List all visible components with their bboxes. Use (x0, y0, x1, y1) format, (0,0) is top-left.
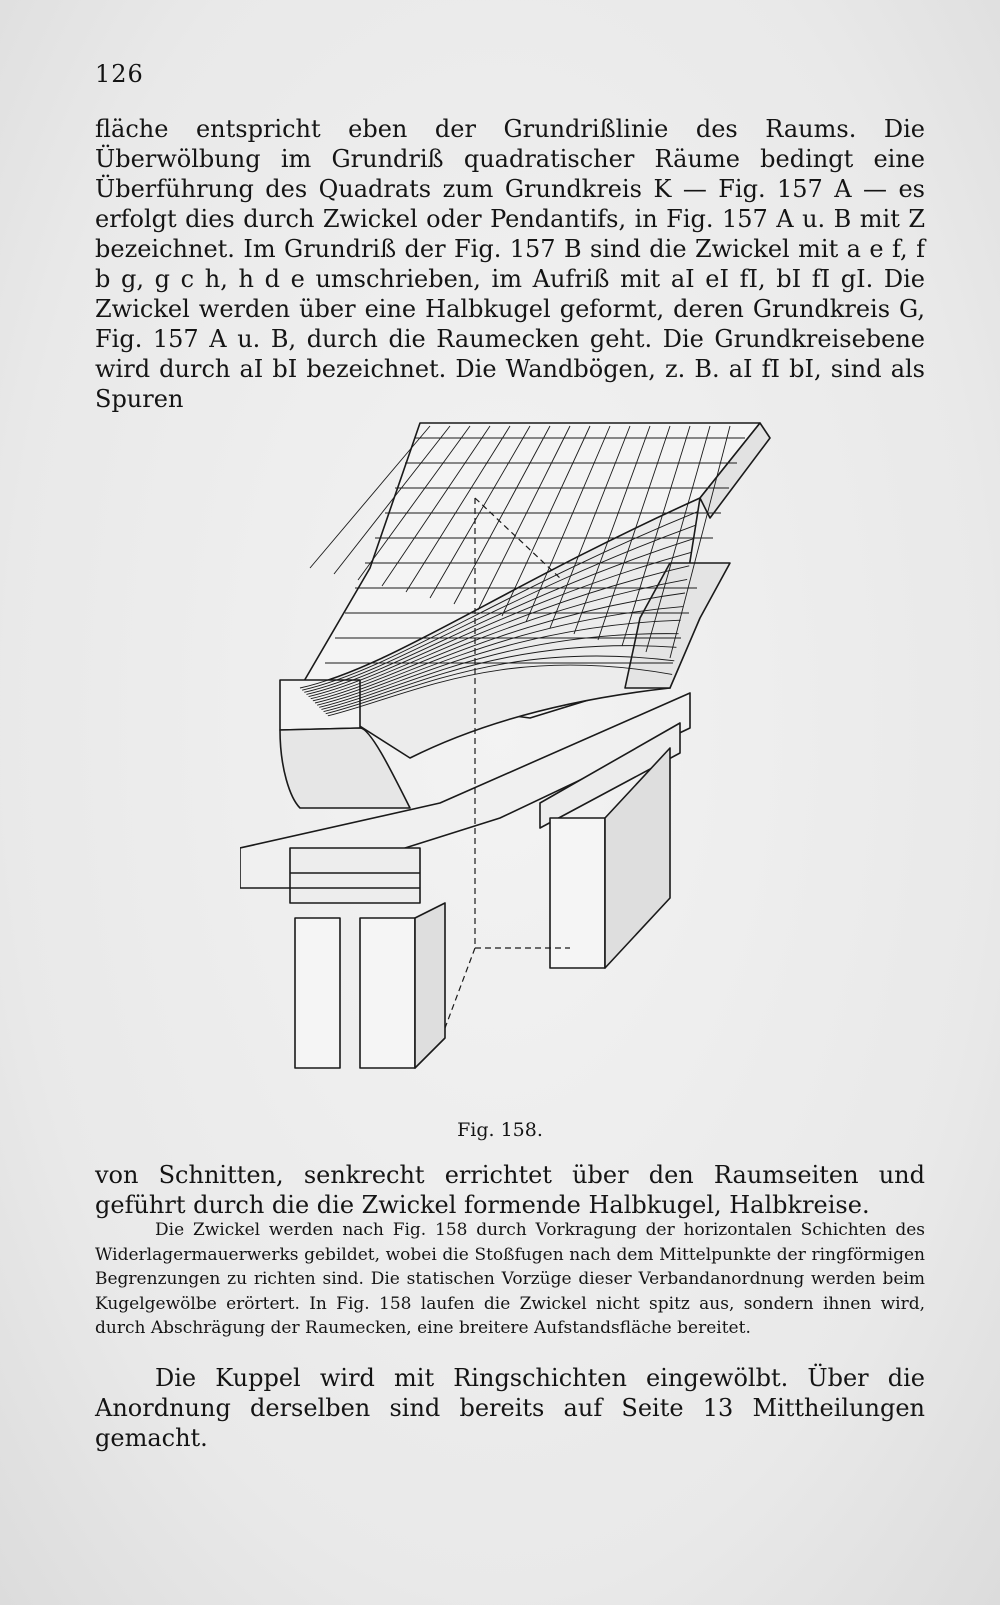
body-paragraph-top: fläche entspricht eben der Grundrißlinie des Raums. Die Überwölbung im Grundriß quadratischer Räume bedingt eine Überführung des Quadrats zum Grundkreis K — Fig. 157 A — es erfolgt dies durch Zwickel oder Pendantifs, in Fig. 157 A u. B mit Z bezeichnet. Im Grundriß der Fig. 157 B sind die Zwickel mit a e f, f b g, g c h, h d e umschrieben, im Aufriß mit aI eI fI, bI fI gI. Die Zwickel werden über eine Halbkugel geformt, deren Grundkreis G, Fig. 157 A u. B, durch die Raumecken geht. Die Grundkreisebene wird durch aI bI bezeichnet. Die Wandbögen, z. B. aI fI bI, sind als Spuren (95, 115, 925, 413)
pier-left-2 (360, 918, 415, 1068)
page-number: 126 (95, 60, 144, 88)
body-paragraph-final (95, 1363, 925, 1453)
small-print-text: Die Zwickel werden nach Fig. 158 durch Vorkragung der horizontalen Schichten des Widerlagermauerwerks gebildet, wobei die Stoßfugen nach dem Mittelpunkte der ringförmigen Begrenzungen zu richten sind. Die statischen Vorzüge dieser Verbandanordnung werden beim Kugelgewölbe erörtert. In Fig. 158 laufen die Zwickel nicht spitz aus, sondern ihnen wird, durch Abschrägung der Raumecken, eine breitere Aufstandsfläche bereitet. (95, 1220, 925, 1338)
figure-caption: Fig. 158. (457, 1119, 543, 1141)
figure-158-illustration (240, 418, 785, 1103)
pier-left-1 (295, 918, 340, 1068)
pier-left-side (415, 903, 445, 1068)
final-paragraph-text: Die Kuppel wird mit Ringschichten eingewölbt. Über die Anordnung derselben sind bereits auf Seite 13 Mittheilungen gemacht. (95, 1364, 925, 1452)
body-paragraph-continued: von Schnitten, senkrecht errichtet über den Raumseiten und geführt durch die die Zwickel formende Halbkugel, Halbkreise. (95, 1161, 925, 1219)
pier-right-1 (550, 818, 605, 968)
cornice-left (290, 848, 420, 903)
small-print-paragraph (95, 1218, 925, 1341)
